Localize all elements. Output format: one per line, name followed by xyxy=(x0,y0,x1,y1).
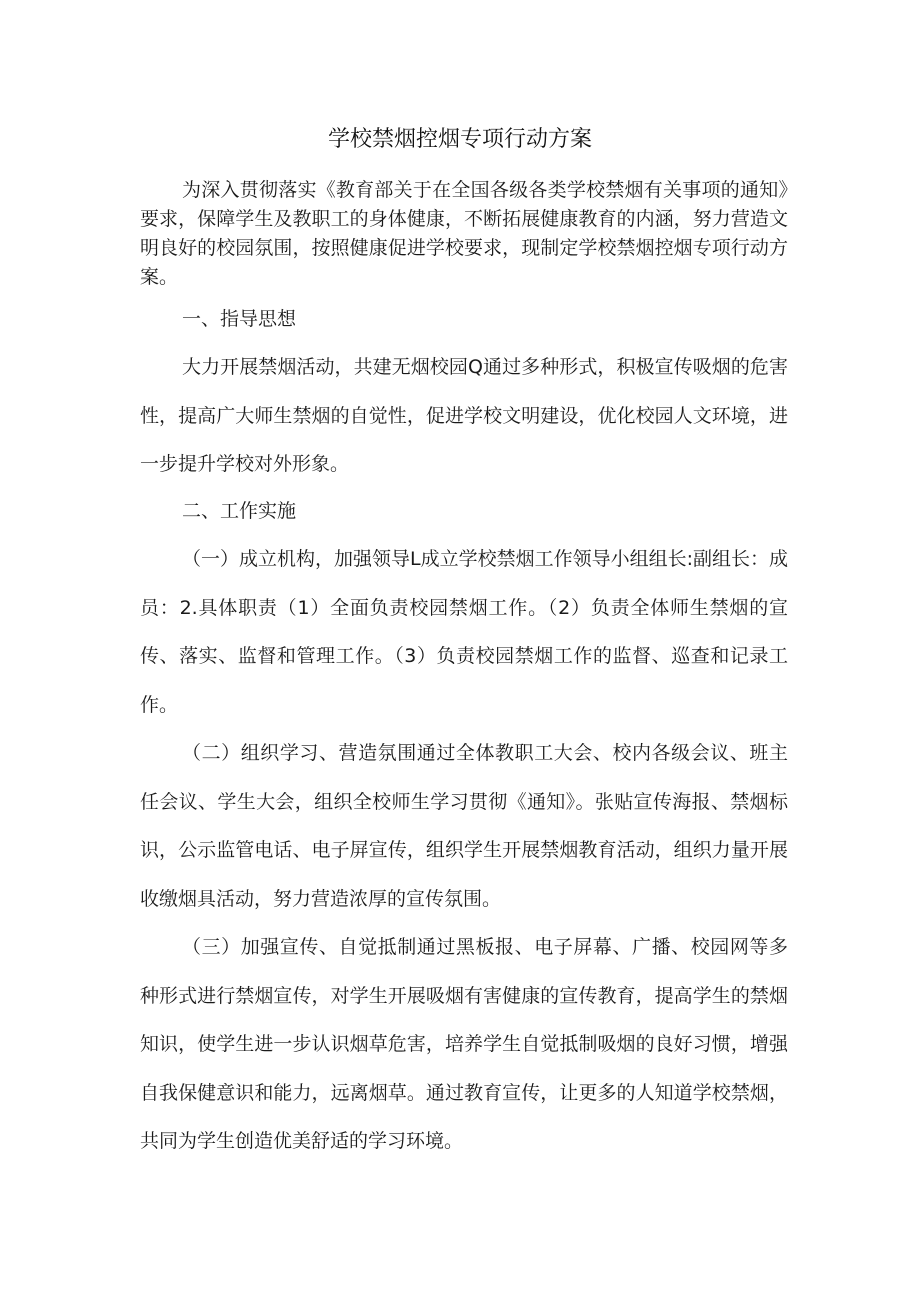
section-heading-guiding-ideology: 一、指导思想 xyxy=(182,308,297,330)
work-item-organize-study: （二）组织学习、营造氛围通过全体教职工大会、校内各级会议、班主任会议、学生大会，组织全校师生学习贯彻《通知》。张贴宣传海报、禁烟标识，公示监管电话、电子屏宣传，组织学生开展禁烟教育活动，组织力量开展收缴烟具活动，努力营造浓厚的宣传氛围。 xyxy=(140,742,788,910)
guiding-ideology-paragraph: 大力开展禁烟活动，共建无烟校园Q通过多种形式，积极宣传吸烟的危害性，提高广大师生禁烟的自觉性，促进学校文明建设，优化校园人文环境，进一步提升学校对外形象。 xyxy=(140,356,788,475)
work-item-establish-organization: （一）成立机构，加强领导L成立学校禁烟工作领导小组组长:副组长：成员：2.具体职责（1）全面负责校园禁烟工作。（2）负责全体师生禁烟的宣传、落实、监督和管理工作。（3）负责校园禁烟工作的监督、巡查和记录工作。 xyxy=(140,548,788,716)
intro-paragraph: 为深入贯彻落实《教育部关于在全国各级各类学校禁烟有关事项的通知》要求，保障学生及教职工的身体健康，不断拓展健康教育的内涵，努力营造文明良好的校园氛围，按照健康促进学校要求，现制定学校禁烟控烟专项行动方案。 xyxy=(140,179,788,288)
work-item-strengthen-publicity: （三）加强宣传、自觉抵制通过黑板报、电子屏幕、广播、校园网等多种形式进行禁烟宣传，对学生开展吸烟有害健康的宣传教育，提高学生的禁烟知识，使学生进一步认识烟草危害，培养学生自觉抵制吸烟的良好习惯，增强自我保健意识和能力，远离烟草。通过教育宣传，让更多的人知道学校禁烟，共同为学生创造优美舒适的学习环境。 xyxy=(140,936,788,1152)
document-title: 学校禁烟控烟专项行动方案 xyxy=(327,127,592,152)
section-heading-work-implementation: 二、工作实施 xyxy=(182,500,297,522)
